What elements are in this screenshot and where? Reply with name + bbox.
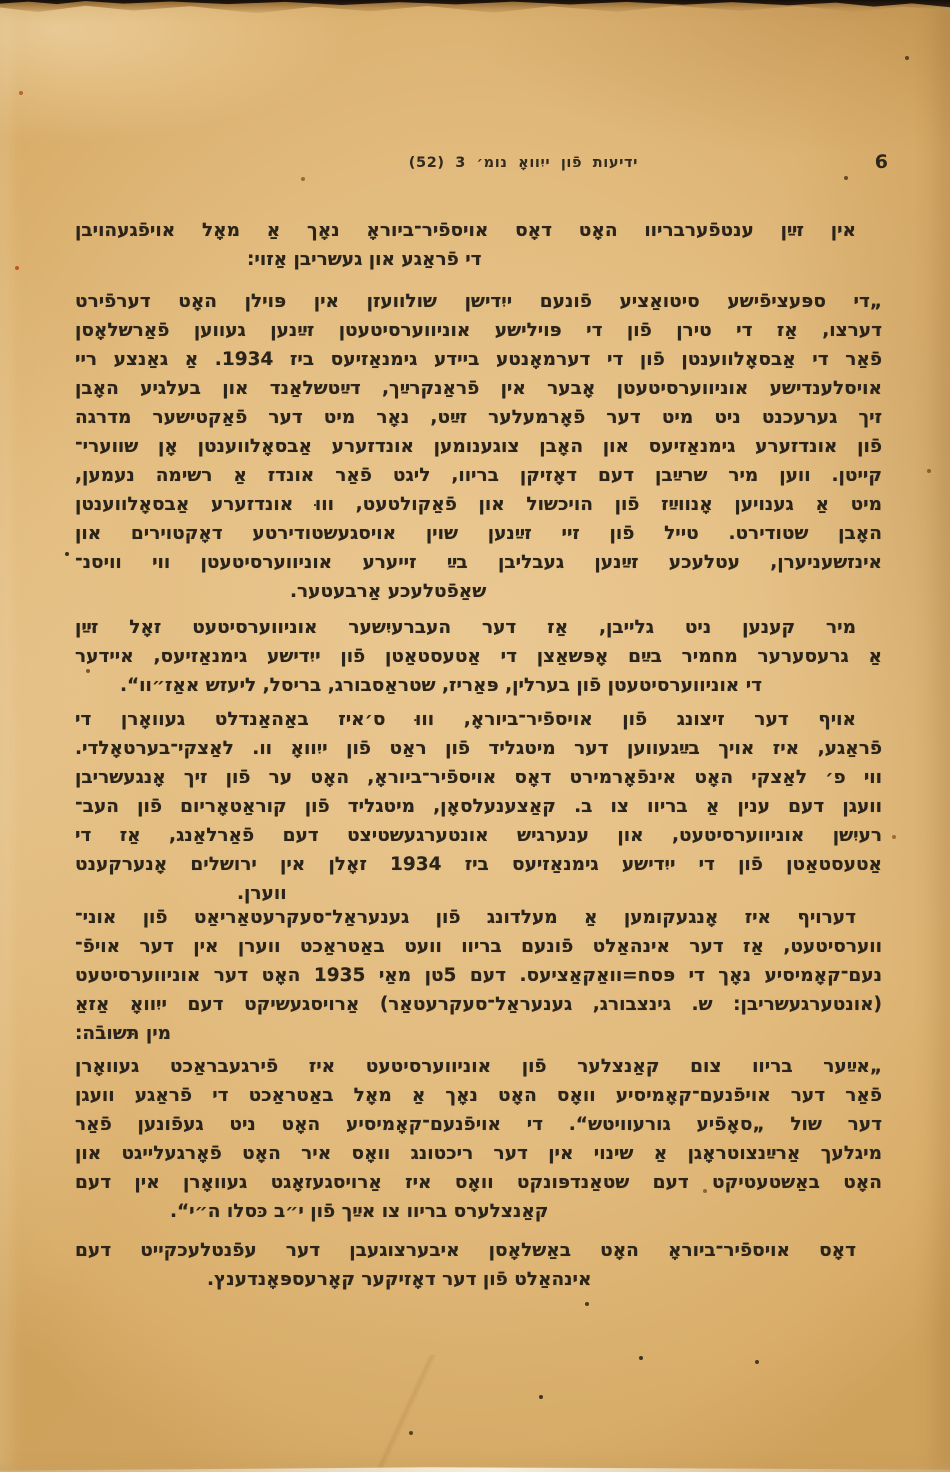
text-line: דערצו, אַז די טירן פֿון די פּוילישע אוניווערסיטעטן זײַנען געווען פֿאַרשלאָסן [75, 320, 882, 341]
text-line: דערויף איז אָנגעקומען אַ מעלדונג פֿון גענעראַל־סעקרעטאַריאַט פֿון אוני־ [75, 907, 856, 928]
text-line: מיגלעך אַרײַנצוטראָגן אַ שינוי אין דער ריכטונג וואָס איר האָט פֿאָרגעלייגט און [75, 1143, 882, 1164]
text-line: ווי פ׳ לאַצקי האָט אינפֿאָרמירט דאָס אויספֿיר־ביוראָ, האָט ער פֿון זיך אָנגעשריבן [75, 767, 882, 788]
text-line: קאַנצלערס בריוו צו אײַך פֿון י״ב כּסלו ה״י“. [170, 1201, 549, 1222]
text-line: אַ גרעסערער מחמיר בײַם אָפּשאַצן די אַטעסטאַטן פֿון ייִדישע גימנאַזיעס, איידער [75, 646, 882, 667]
text-line: פֿאַר די אַבסאָלווענטן פֿון די דערמאָנטע ביידע גימנאַזיעס ביז 1934. אַ גאַנצע ריי [75, 349, 882, 370]
text-line: מיר קענען ניט גלייבן, אַז דער העברעיִשער אוניווערסיטעט זאָל זײַן [75, 617, 856, 638]
text-line: נעם־קאָמיסיע נאָך די פּסח=וואַקאַציעס. דעם 5טן מאַי 1935 האָט דער אוניווערסיטעט [75, 965, 882, 986]
text-line: ווערן. [237, 883, 287, 904]
text-line: זיך גערעכנט ניט מיט דער פֿאָרמעלער זײַט, נאָר מיט דער פֿאַקטישער מדרגה [75, 407, 882, 428]
text-line: אַטעסטאַטן פֿון די ייִדישע גימנאַזיעס ביז 1934 זאָלן אין ירושלים אָנערקענט [75, 854, 882, 875]
text-line: קייטן. ווען מיר שרײַבן דעם דאָזיקן בריוו, ליגט פֿאַר אונדז אַ רשימה נעמען, [75, 465, 882, 486]
text-line: פֿראַגע, איז אויך בײַגעווען דער מיטגליד פֿון ראַט פֿון ייִוואָ וו. לאַצקי־בערטאָלדי. [75, 738, 882, 759]
text-line: דאָס אויספֿיר־ביוראָ האָט באַשלאָסן איבערצוגעבן דער עפֿנטלעכקייט דעם [75, 1240, 856, 1261]
text-line: מין תּשובֿה: [75, 1023, 172, 1044]
paragraph-2 [75, 287, 882, 606]
text-line: האָבן שטודירט. טייל פֿון זיי זײַנען שוין אויסגעשטודירטע דאָקטוירים און [75, 523, 882, 544]
text-line: די אוניווערסיטעטן פֿון בערלין, פּאַריז, שטראַסבורג, בריסל, ליעזש אאַז״וו“. [120, 675, 763, 696]
text-line: ווערסיטעט, אַז דער אינהאַלט פֿונעם בריוו וועט באַטראַכט ווערן אין דער אויפֿ־ [75, 936, 882, 957]
text-line: די פֿראַגע און געשריבן אַזוי: [247, 249, 482, 270]
running-head: ידיעות פֿון ייִוואָ נומ׳ 3 (52) [408, 155, 638, 171]
text-line: אינזשעניערן, עטלעכע זײַנען געבליבן בײַ זייערע אוניווערסיטעטן ווי וויסנ־ [75, 552, 882, 573]
paragraph-3 [75, 613, 882, 700]
text-line: אויף דער זיצונג פֿון אויספֿיר־ביוראָ, וווּ ס׳איז באַהאַנדלט געוואָרן די [75, 709, 856, 730]
text-line: (אונטערגעשריבן: ש. גינצבורג, גענעראַל־סעקרעטאַר) אַרויסגעשיקט דעם ייִוואָ אַזאַ [75, 994, 882, 1015]
text-line: דער שול „סאָפֿיע גורעוויטש“. די אויפֿנעם־קאָמיסיע האָט ניט געפֿונען פֿאַר [75, 1114, 882, 1135]
text-line: וועגן דעם ענין אַ בריוו צו ב. קאַצענעלסאָן, מיטגליד פֿון קוראַטאָריום פֿון העב־ [75, 796, 882, 817]
paragraph-4 [75, 705, 882, 908]
text-line: „אײַער בריוו צום קאַנצלער פֿון אוניווערסיטעט איז פֿירגעבראַכט געוואָרן [75, 1056, 882, 1077]
text-line: רעיִשן אוניווערסיטעט, און ענערגיש אונטערגעשטיצט דעם פֿאַרלאַנג, אַז די [75, 825, 882, 846]
text-block [75, 0, 882, 1472]
paragraph-6 [75, 1052, 882, 1226]
page-number: 6 [874, 151, 888, 173]
text-line: פֿאַר דער אויפֿנעם־קאָמיסיע וואָס האָט נאָך אַ מאָל באַטראַכט די פֿראַגע וועגן [75, 1085, 882, 1106]
text-line: פֿון אונדזערע גימנאַזיעס און האָבן צוגענומען אונדזערע אַבסאָלווענטן אָן שווערי־ [75, 436, 882, 457]
paragraph-1 [75, 216, 882, 274]
text-line: שאַפֿטלעכע אַרבעטער. [290, 581, 487, 602]
text-line: „די ספּעציפֿישע סיטואַציע פֿונעם ייִדישן שולוועזן אין פּוילן האָט דערפֿירט [75, 291, 882, 312]
paragraph-7 [75, 1236, 882, 1294]
text-line: האָט באַשטעטיקט דעם שטאַנדפּונקט וואָס איז אַרויסגעזאָגט געוואָרן אין דעם [75, 1172, 882, 1193]
text-line: אין זײַן ענטפֿערבריוו האָט דאָס אויספֿיר־ביוראָ נאָך אַ מאָל אויפֿגעהויבן [75, 220, 856, 241]
text-line: מיט אַ גענויען אָנווײַז פֿון הויכשול און פֿאַקולטעט, וווּ אונדזערע אַבסאָלווענטן [75, 494, 882, 515]
text-line: אויסלענדישע אוניווערסיטעטן אָבער אין פֿראַנקרײַך, דײַטשלאַנד און בעלגיע האָבן [75, 378, 882, 399]
text-line: אינהאַלט פֿון דער דאָזיקער קאָרעספּאָנדענץ. [207, 1269, 592, 1290]
paragraph-5 [75, 903, 882, 1048]
